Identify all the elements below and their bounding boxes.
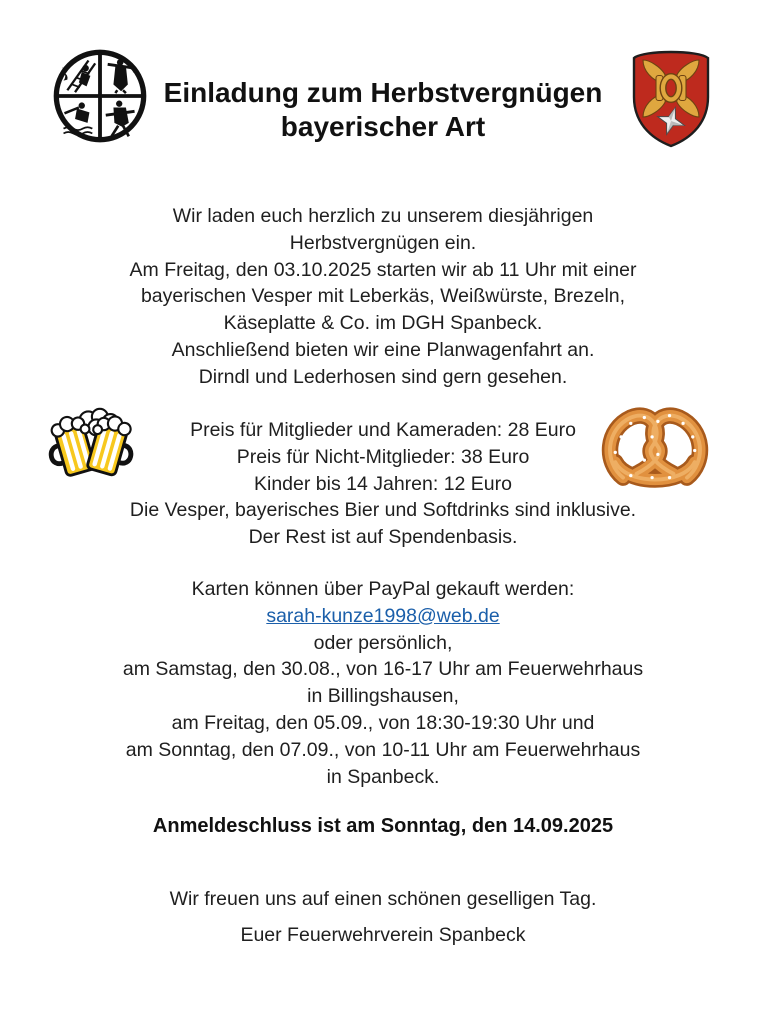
paypal-email-link[interactable]: sarah-kunze1998@web.de [266, 604, 500, 627]
price-line: Preis für Nicht-Mitglieder: 38 Euro [236, 445, 530, 468]
intro-line: bayerischen Vesper mit Leberkäs, Weißwürste, Brezeln, [140, 285, 626, 308]
title-line-1: Einladung zum Herbstvergnügen [163, 77, 603, 108]
price-line: Die Vesper, bayerisches Bier und Softdrinks sind inklusive. [129, 499, 637, 522]
signature-line: Euer Feuerwehrverein Spanbeck [240, 924, 526, 946]
price-line: Der Rest ist auf Spendenbasis. [248, 526, 518, 549]
page-title [140, 76, 626, 144]
intro-line: Käseplatte & Co. im DGH Spanbeck. [223, 312, 543, 335]
title-line-2: bayerischer Art [280, 111, 486, 142]
fire-brigade-emblem-icon [52, 48, 148, 144]
ticket-line: in Billingshausen, [307, 685, 459, 708]
deadline-line: Anmeldeschluss ist am Sonntag, den 14.09.2025 [152, 815, 614, 837]
intro-line: Wir laden euch herzlich zu unserem diesjährigen [172, 205, 594, 227]
email-line [0, 603, 766, 630]
ticket-info [0, 576, 766, 790]
spanbeck-coat-of-arms-icon [624, 49, 718, 149]
ticket-line: oder persönlich, [313, 631, 453, 654]
ticket-line: in Spanbeck. [326, 765, 440, 788]
intro-line: Herbstvergnügen ein. [289, 231, 477, 254]
price-line: Preis für Mitglieder und Kameraden: 28 Euro [190, 419, 576, 441]
price-list [0, 417, 766, 551]
ticket-line: am Sonntag, den 07.09., von 10-11 Uhr am Feuerwehrhaus [125, 738, 641, 761]
ticket-line: am Samstag, den 30.08., von 16-17 Uhr am Feuerwehrhaus [122, 658, 644, 681]
intro-line: Anschließend bieten wir eine Planwagenfahrt an. [171, 338, 595, 361]
intro-line: Dirndl und Lederhosen sind gern gesehen. [198, 365, 568, 388]
ticket-line: am Freitag, den 05.09., von 18:30-19:30 Uhr und [171, 711, 595, 734]
intro-line: Am Freitag, den 03.10.2025 starten wir ab 11 Uhr mit einer [129, 258, 637, 281]
price-line: Kinder bis 14 Jahren: 12 Euro [254, 472, 512, 495]
ticket-heading: Karten können über PayPal gekauft werden: [191, 578, 575, 600]
closing-line: Wir freuen uns auf einen schönen geselligen Tag. [169, 888, 597, 910]
intro-paragraph [0, 203, 766, 391]
